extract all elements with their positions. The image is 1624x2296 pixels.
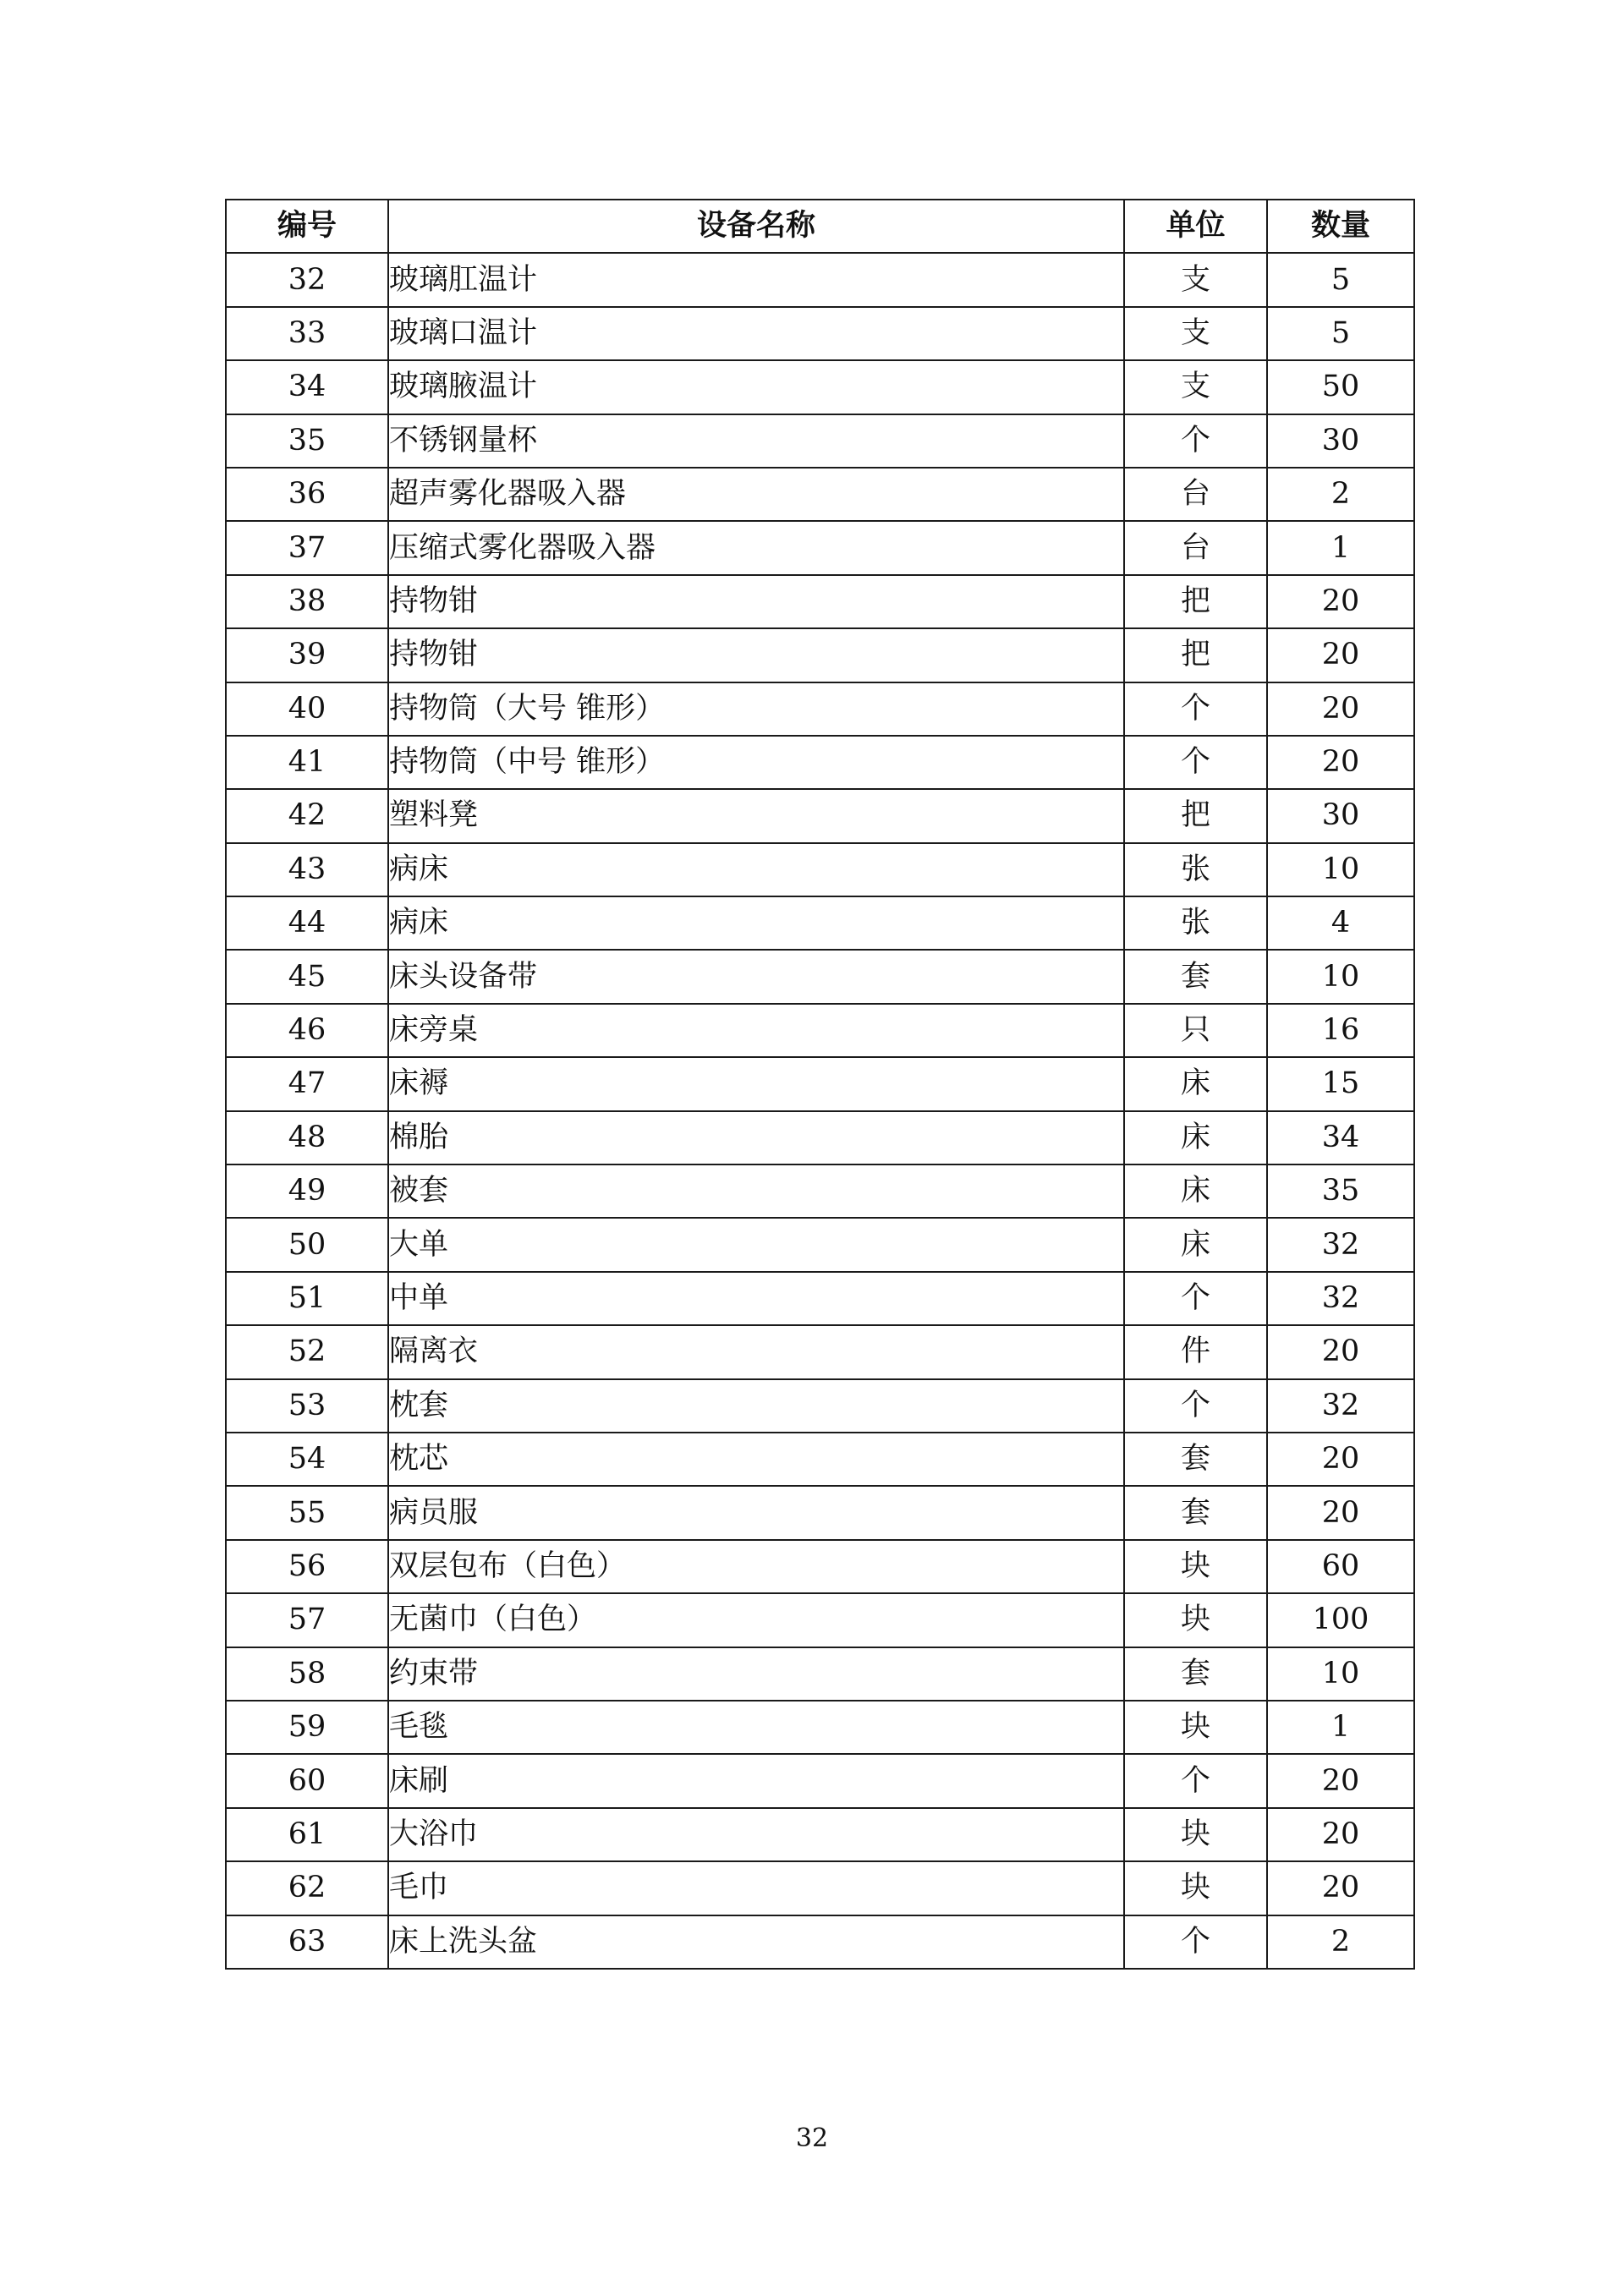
cell-equipment-name: 床刷	[388, 1754, 1124, 1807]
cell-number: 39	[226, 628, 388, 682]
cell-number: 47	[226, 1057, 388, 1110]
cell-number: 49	[226, 1164, 388, 1218]
cell-quantity: 15	[1267, 1057, 1414, 1110]
cell-equipment-name: 大浴巾	[388, 1808, 1124, 1861]
cell-equipment-name: 塑料凳	[388, 789, 1124, 842]
cell-unit: 套	[1124, 1433, 1267, 1486]
table-row	[226, 253, 1414, 306]
cell-quantity: 20	[1267, 1486, 1414, 1539]
cell-unit: 个	[1124, 1754, 1267, 1807]
cell-quantity: 32	[1267, 1218, 1414, 1271]
cell-equipment-name: 压缩式雾化器吸入器	[388, 521, 1124, 574]
cell-unit: 个	[1124, 736, 1267, 789]
cell-unit: 张	[1124, 896, 1267, 950]
cell-equipment-name: 约束带	[388, 1647, 1124, 1701]
cell-equipment-name: 玻璃肛温计	[388, 253, 1124, 306]
cell-number: 51	[226, 1272, 388, 1325]
cell-quantity: 20	[1267, 682, 1414, 736]
table-row	[226, 896, 1414, 950]
cell-unit: 套	[1124, 1647, 1267, 1701]
cell-quantity: 10	[1267, 950, 1414, 1003]
cell-quantity: 20	[1267, 628, 1414, 682]
table-row	[226, 1915, 1414, 1969]
cell-unit: 台	[1124, 521, 1267, 574]
table-row	[226, 1325, 1414, 1378]
cell-unit: 块	[1124, 1593, 1267, 1647]
cell-equipment-name: 超声雾化器吸入器	[388, 468, 1124, 521]
header-equipment-name: 设备名称	[388, 200, 1124, 253]
cell-unit: 块	[1124, 1808, 1267, 1861]
cell-number: 50	[226, 1218, 388, 1271]
cell-quantity: 16	[1267, 1004, 1414, 1057]
cell-equipment-name: 大单	[388, 1218, 1124, 1271]
cell-quantity: 2	[1267, 1915, 1414, 1969]
cell-equipment-name: 隔离衣	[388, 1325, 1124, 1378]
equipment-table	[225, 199, 1415, 1970]
cell-equipment-name: 持物筒（大号 锥形）	[388, 682, 1124, 736]
cell-equipment-name: 枕芯	[388, 1433, 1124, 1486]
table-row	[226, 1647, 1414, 1701]
cell-quantity: 20	[1267, 1808, 1414, 1861]
cell-number: 33	[226, 307, 388, 360]
cell-unit: 支	[1124, 307, 1267, 360]
cell-unit: 个	[1124, 414, 1267, 468]
cell-quantity: 50	[1267, 360, 1414, 414]
cell-quantity: 10	[1267, 843, 1414, 896]
table-row	[226, 1433, 1414, 1486]
cell-unit: 床	[1124, 1057, 1267, 1110]
table-row	[226, 1808, 1414, 1861]
cell-equipment-name: 毛毯	[388, 1701, 1124, 1754]
table-row	[226, 1540, 1414, 1593]
cell-unit: 把	[1124, 789, 1267, 842]
table-row	[226, 360, 1414, 414]
cell-number: 43	[226, 843, 388, 896]
cell-quantity: 34	[1267, 1111, 1414, 1164]
cell-number: 35	[226, 414, 388, 468]
cell-equipment-name: 毛巾	[388, 1861, 1124, 1915]
cell-number: 63	[226, 1915, 388, 1969]
table-row	[226, 1057, 1414, 1110]
table-row	[226, 1861, 1414, 1915]
table-row	[226, 736, 1414, 789]
table-header	[226, 200, 1414, 253]
cell-unit: 床	[1124, 1218, 1267, 1271]
table-row	[226, 1379, 1414, 1433]
cell-equipment-name: 持物筒（中号 锥形）	[388, 736, 1124, 789]
cell-equipment-name: 病员服	[388, 1486, 1124, 1539]
table-row	[226, 1754, 1414, 1807]
cell-number: 38	[226, 575, 388, 628]
table-row	[226, 1218, 1414, 1271]
cell-equipment-name: 床头设备带	[388, 950, 1124, 1003]
cell-equipment-name: 床褥	[388, 1057, 1124, 1110]
table-row	[226, 628, 1414, 682]
cell-number: 32	[226, 253, 388, 306]
cell-quantity: 100	[1267, 1593, 1414, 1647]
cell-number: 34	[226, 360, 388, 414]
table-row	[226, 843, 1414, 896]
cell-unit: 套	[1124, 1486, 1267, 1539]
header-number: 编号	[226, 200, 388, 253]
cell-quantity: 20	[1267, 736, 1414, 789]
cell-quantity: 10	[1267, 1647, 1414, 1701]
page-number: 32	[795, 2123, 829, 2153]
cell-quantity: 5	[1267, 307, 1414, 360]
cell-number: 37	[226, 521, 388, 574]
cell-quantity: 32	[1267, 1379, 1414, 1433]
cell-number: 45	[226, 950, 388, 1003]
cell-unit: 支	[1124, 360, 1267, 414]
cell-number: 42	[226, 789, 388, 842]
table-row	[226, 1004, 1414, 1057]
cell-quantity: 5	[1267, 253, 1414, 306]
cell-number: 41	[226, 736, 388, 789]
cell-number: 40	[226, 682, 388, 736]
cell-equipment-name: 中单	[388, 1272, 1124, 1325]
cell-unit: 把	[1124, 628, 1267, 682]
cell-equipment-name: 病床	[388, 896, 1124, 950]
cell-unit: 个	[1124, 1915, 1267, 1969]
cell-number: 52	[226, 1325, 388, 1378]
cell-equipment-name: 被套	[388, 1164, 1124, 1218]
cell-unit: 台	[1124, 468, 1267, 521]
cell-quantity: 60	[1267, 1540, 1414, 1593]
cell-unit: 张	[1124, 843, 1267, 896]
cell-quantity: 2	[1267, 468, 1414, 521]
cell-equipment-name: 持物钳	[388, 628, 1124, 682]
cell-number: 60	[226, 1754, 388, 1807]
cell-equipment-name: 持物钳	[388, 575, 1124, 628]
cell-quantity: 20	[1267, 575, 1414, 628]
cell-number: 48	[226, 1111, 388, 1164]
cell-unit: 个	[1124, 1272, 1267, 1325]
cell-number: 53	[226, 1379, 388, 1433]
cell-equipment-name: 病床	[388, 843, 1124, 896]
cell-number: 36	[226, 468, 388, 521]
cell-unit: 套	[1124, 950, 1267, 1003]
cell-equipment-name: 枕套	[388, 1379, 1124, 1433]
cell-quantity: 20	[1267, 1325, 1414, 1378]
cell-unit: 个	[1124, 1379, 1267, 1433]
table-row	[226, 468, 1414, 521]
cell-equipment-name: 无菌巾（白色）	[388, 1593, 1124, 1647]
table-row	[226, 575, 1414, 628]
table-row	[226, 1486, 1414, 1539]
cell-quantity: 30	[1267, 414, 1414, 468]
cell-unit: 只	[1124, 1004, 1267, 1057]
header-unit: 单位	[1124, 200, 1267, 253]
cell-number: 57	[226, 1593, 388, 1647]
cell-equipment-name: 玻璃口温计	[388, 307, 1124, 360]
cell-unit: 床	[1124, 1164, 1267, 1218]
table-row	[226, 1593, 1414, 1647]
cell-number: 46	[226, 1004, 388, 1057]
table-row	[226, 1701, 1414, 1754]
cell-number: 58	[226, 1647, 388, 1701]
header-row	[226, 200, 1414, 253]
cell-quantity: 20	[1267, 1433, 1414, 1486]
cell-quantity: 35	[1267, 1164, 1414, 1218]
cell-quantity: 4	[1267, 896, 1414, 950]
cell-equipment-name: 双层包布（白色）	[388, 1540, 1124, 1593]
cell-number: 61	[226, 1808, 388, 1861]
cell-unit: 块	[1124, 1861, 1267, 1915]
table-row	[226, 950, 1414, 1003]
table-row	[226, 307, 1414, 360]
table-row	[226, 521, 1414, 574]
cell-unit: 块	[1124, 1540, 1267, 1593]
cell-number: 55	[226, 1486, 388, 1539]
table-row	[226, 1272, 1414, 1325]
cell-equipment-name: 玻璃腋温计	[388, 360, 1124, 414]
cell-number: 59	[226, 1701, 388, 1754]
cell-quantity: 32	[1267, 1272, 1414, 1325]
cell-number: 44	[226, 896, 388, 950]
cell-number: 62	[226, 1861, 388, 1915]
cell-quantity: 20	[1267, 1861, 1414, 1915]
cell-equipment-name: 床上洗头盆	[388, 1915, 1124, 1969]
header-quantity: 数量	[1267, 200, 1414, 253]
cell-quantity: 1	[1267, 521, 1414, 574]
cell-equipment-name: 床旁桌	[388, 1004, 1124, 1057]
cell-number: 54	[226, 1433, 388, 1486]
table-body	[226, 253, 1414, 1969]
cell-quantity: 20	[1267, 1754, 1414, 1807]
cell-unit: 块	[1124, 1701, 1267, 1754]
cell-unit: 把	[1124, 575, 1267, 628]
cell-unit: 个	[1124, 682, 1267, 736]
cell-quantity: 1	[1267, 1701, 1414, 1754]
table-row	[226, 414, 1414, 468]
table-row	[226, 682, 1414, 736]
cell-equipment-name: 棉胎	[388, 1111, 1124, 1164]
cell-number: 56	[226, 1540, 388, 1593]
table-row	[226, 1164, 1414, 1218]
table-row	[226, 1111, 1414, 1164]
cell-unit: 支	[1124, 253, 1267, 306]
table-row	[226, 789, 1414, 842]
cell-unit: 件	[1124, 1325, 1267, 1378]
cell-unit: 床	[1124, 1111, 1267, 1164]
cell-quantity: 30	[1267, 789, 1414, 842]
cell-equipment-name: 不锈钢量杯	[388, 414, 1124, 468]
